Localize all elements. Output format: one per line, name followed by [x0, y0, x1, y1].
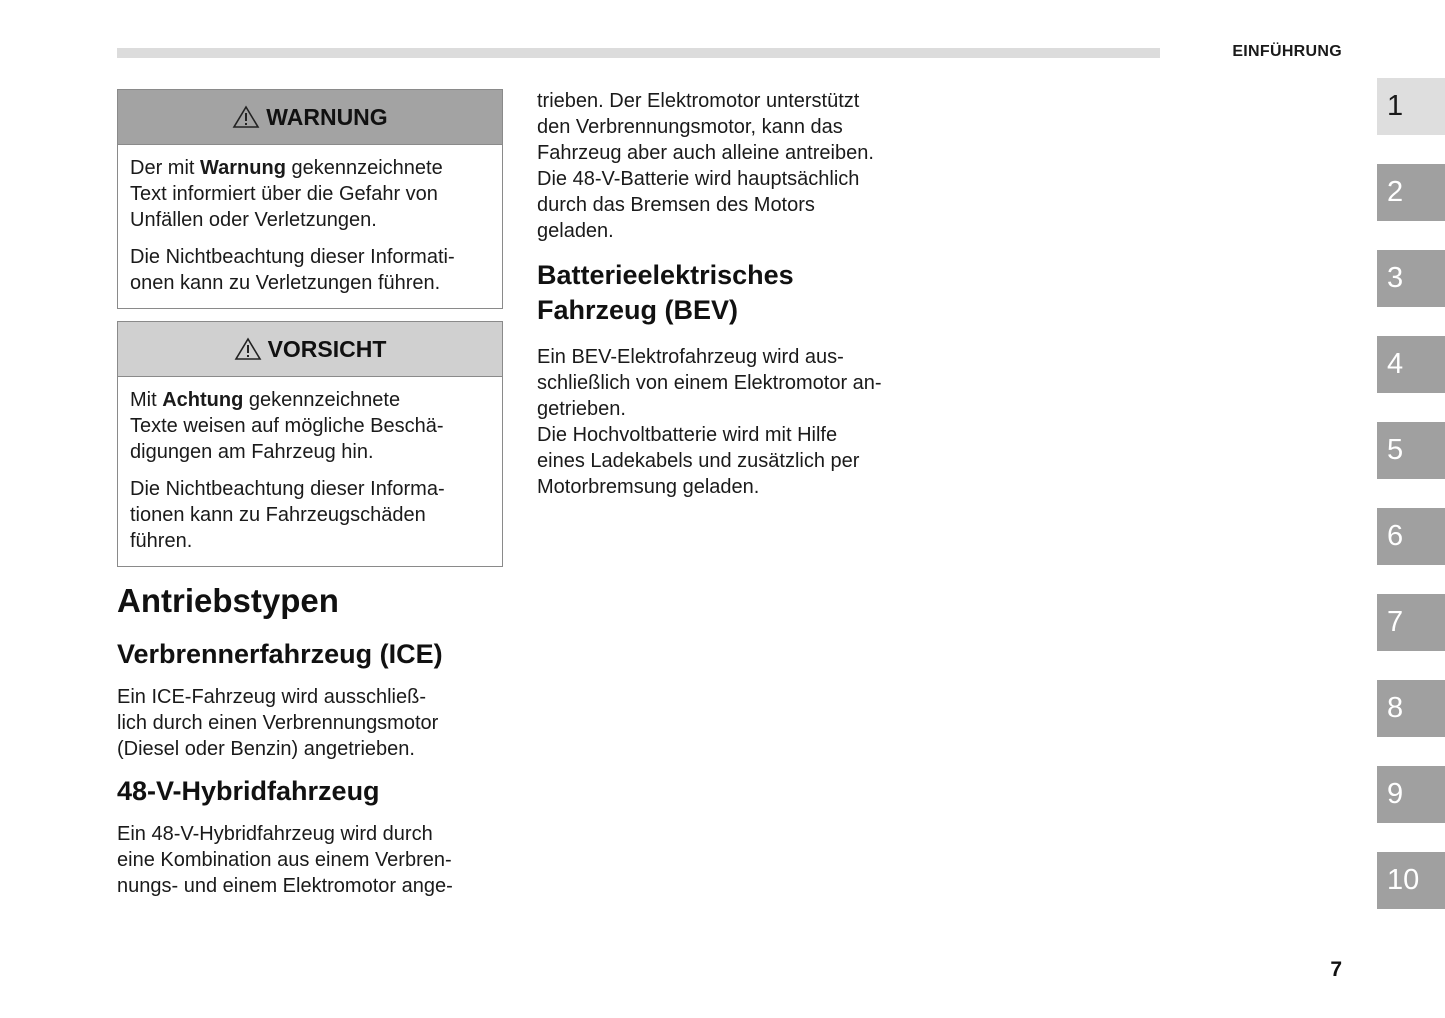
- chapter-tab-7[interactable]: 7: [1377, 594, 1445, 651]
- chapter-tab-8[interactable]: 8: [1377, 680, 1445, 737]
- warning-body: [118, 145, 502, 308]
- caution-body: [118, 377, 502, 566]
- warning-text: gekennzeichnete: [285, 157, 443, 179]
- warning-triangle-icon: [234, 337, 262, 361]
- body-line: Die Hochvoltbatterie wird mit Hilfe: [537, 424, 838, 446]
- chapter-tab-3[interactable]: 3: [1377, 250, 1445, 307]
- body-line: eine Kombination aus einem Verbren-: [117, 849, 452, 871]
- body-line: lich durch einen Verbrennungsmotor: [117, 712, 439, 734]
- chapter-tab-4[interactable]: 4: [1377, 336, 1445, 393]
- body-line: Ein BEV-Elektrofahrzeug wird aus-: [537, 346, 844, 368]
- body-line: Fahrzeug aber auch alleine antreiben.: [537, 142, 874, 164]
- caution-text: Mit: [130, 389, 163, 411]
- warning-text: Text informiert über die Gefahr von: [130, 183, 438, 205]
- caution-text: führen.: [130, 530, 193, 552]
- body-line: Motorbremsung geladen.: [537, 476, 760, 498]
- caution-text: digungen am Fahrzeug hin.: [130, 441, 374, 463]
- section-title: EINFÜHRUNG: [1232, 43, 1342, 60]
- chapter-tab-9[interactable]: 9: [1377, 766, 1445, 823]
- bev-heading: [537, 258, 937, 328]
- chapter-tab-10[interactable]: 10: [1377, 852, 1445, 909]
- warning-paragraph: [130, 155, 490, 233]
- bev-paragraph: [537, 344, 937, 500]
- warning-header: [118, 90, 502, 145]
- warning-text: Unfällen oder Verletzungen.: [130, 209, 377, 231]
- chapter-tab-5[interactable]: 5: [1377, 422, 1445, 479]
- hybrid-paragraph-continued: [537, 88, 937, 244]
- body-line: getrieben.: [537, 398, 626, 420]
- body-line: trieben. Der Elektromotor unterstützt: [537, 90, 860, 112]
- body-line: Ein ICE-Fahrzeug wird ausschließ-: [117, 686, 426, 708]
- body-line: Die 48-V-Batterie wird hauptsächlich: [537, 168, 860, 190]
- caution-paragraph: [130, 476, 490, 554]
- body-line: schließlich von einem Elektromotor an-: [537, 372, 882, 394]
- warning-box: [117, 89, 503, 309]
- bev-heading-line: Batterieelektrisches: [537, 260, 794, 290]
- warning-text: onen kann zu Verletzungen führen.: [130, 272, 441, 294]
- hybrid-paragraph: [117, 821, 503, 899]
- bev-heading-line: Fahrzeug (BEV): [537, 295, 739, 325]
- warning-text: Der mit: [130, 157, 200, 179]
- caution-text: Die Nichtbeachtung dieser Informa-: [130, 478, 445, 500]
- ice-heading: Verbrennerfahrzeug (ICE): [117, 639, 443, 669]
- hybrid-heading: 48-V-Hybridfahrzeug: [117, 776, 380, 806]
- warning-triangle-icon: [232, 105, 260, 129]
- left-column: [117, 89, 503, 899]
- body-line: Ein 48-V-Hybridfahrzeug wird durch: [117, 823, 433, 845]
- main-heading: Antriebstypen: [117, 582, 339, 619]
- page-number: 7: [1330, 958, 1342, 981]
- warning-title: WARNUNG: [266, 103, 388, 130]
- chapter-tab-2[interactable]: 2: [1377, 164, 1445, 221]
- warning-paragraph: [130, 244, 490, 296]
- caution-title: VORSICHT: [267, 335, 387, 362]
- body-line: nungs- und einem Elektromotor ange-: [117, 875, 453, 897]
- header-rule: [117, 48, 1160, 58]
- chapter-tab-6[interactable]: 6: [1377, 508, 1445, 565]
- body-line: eines Ladekabels und zusätzlich per: [537, 450, 860, 472]
- caution-box: [117, 321, 503, 567]
- body-line: geladen.: [537, 220, 614, 242]
- caution-text: tionen kann zu Fahrzeugschäden: [130, 504, 426, 526]
- middle-column: [537, 88, 937, 500]
- caution-text: Texte weisen auf mögliche Beschä-: [130, 415, 444, 437]
- body-line: (Diesel oder Benzin) angetrieben.: [117, 738, 415, 760]
- caution-keyword: Achtung: [162, 389, 244, 411]
- body-line: durch das Bremsen des Motors: [537, 194, 815, 216]
- caution-text: gekennzeichnete: [243, 389, 401, 411]
- caution-paragraph: [130, 387, 490, 465]
- warning-keyword: Warnung: [200, 157, 286, 179]
- ice-paragraph: [117, 684, 503, 762]
- body-line: den Verbrennungsmotor, kann das: [537, 116, 843, 138]
- caution-header: [118, 322, 502, 377]
- chapter-tab-1[interactable]: 1: [1377, 78, 1445, 135]
- warning-text: Die Nichtbeachtung dieser Informati-: [130, 246, 455, 268]
